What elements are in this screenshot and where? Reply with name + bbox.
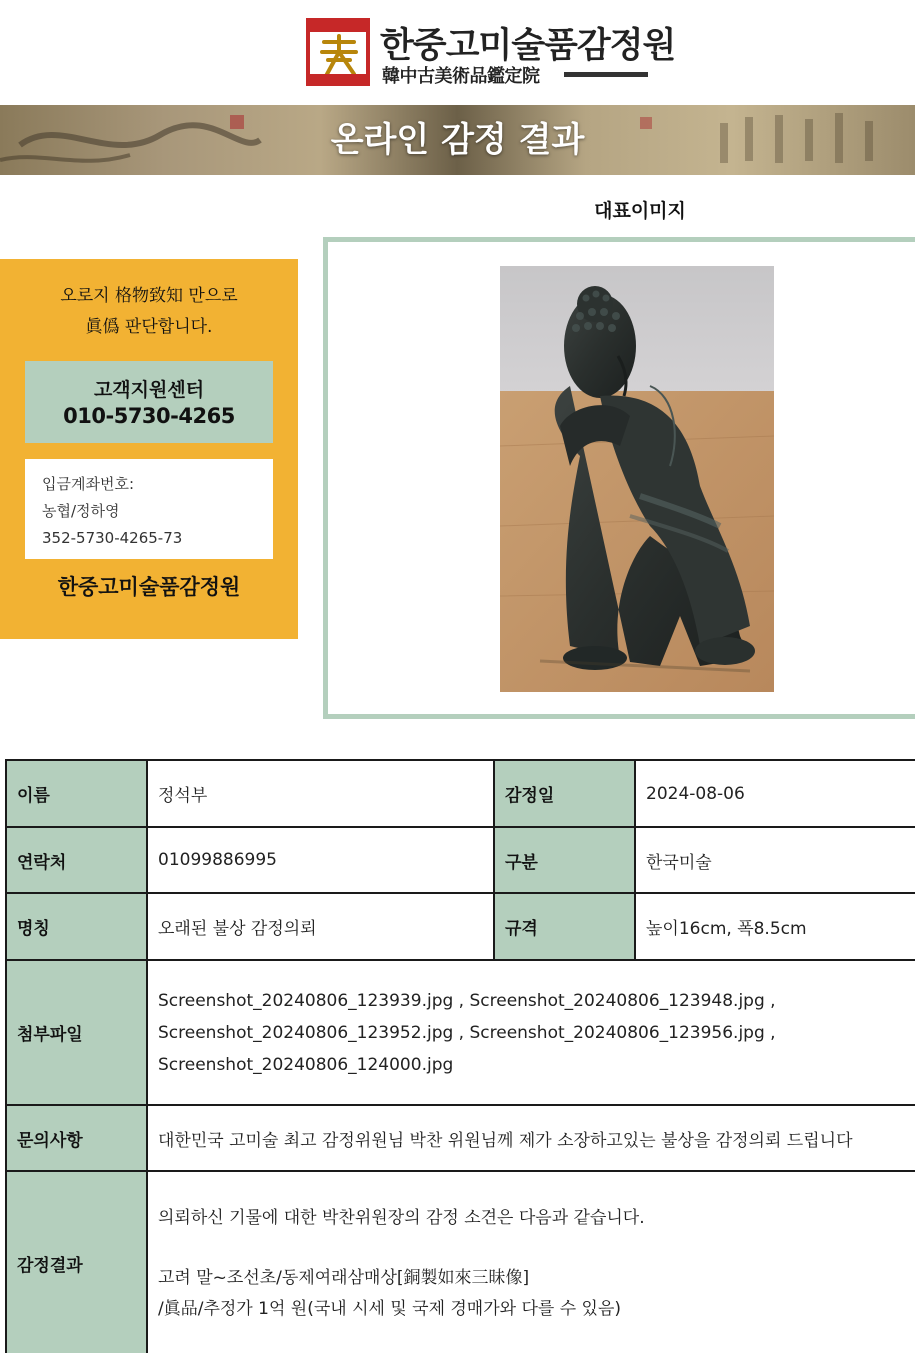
logo-subtitle: 韓中古美術品鑑定院 [382, 66, 540, 87]
customer-support-label: 고객지원센터 [93, 379, 205, 401]
account-number: 352-5730-4265-73 [42, 529, 183, 547]
sidebar-org-name: 한중고미술품감정원 [57, 575, 241, 599]
result-line-2: 고려 말~조선초/동제여래삼매상[銅製如來三昧像] [158, 1267, 530, 1288]
category-label: 구분 [494, 827, 635, 893]
contact-label: 연락처 [6, 827, 147, 893]
item-title-value: 오래된 불상 감정의뢰 [147, 893, 494, 960]
name-label: 이름 [6, 760, 147, 827]
result-line-3: /眞品/추정가 1억 원(국내 시세 및 국제 경매가와 다를 수 있음) [158, 1298, 622, 1319]
account-bank: 농협/정하영 [42, 502, 120, 520]
account-label: 입금계좌번호: [42, 475, 134, 493]
representative-image-frame [323, 237, 915, 719]
appraisal-table [5, 759, 915, 1353]
buddha-statue-photo[interactable] [500, 266, 774, 692]
category-value: 한국미술 [635, 827, 915, 893]
inquiry-label: 문의사항 [6, 1105, 147, 1171]
date-value: 2024-08-06 [635, 760, 915, 827]
result-line-1: 의뢰하신 기물에 대한 박찬위원장의 감정 소견은 다음과 같습니다. [158, 1207, 645, 1228]
contact-value: 01099886995 [147, 827, 494, 893]
banner [0, 105, 915, 175]
file-link-line-1[interactable]: Screenshot_20240806_123939.jpg , Screenshot_20240806_123948.jpg , [158, 990, 776, 1011]
file-link-line-2[interactable]: Screenshot_20240806_123952.jpg , Screenshot_20240806_123956.jpg , [158, 1022, 776, 1043]
table-row [6, 893, 915, 960]
account-box [25, 459, 273, 559]
sidebar-info [0, 259, 298, 639]
size-label: 규격 [494, 893, 635, 960]
customer-support-phone[interactable]: 010-5730-4265 [63, 404, 235, 428]
logo-seal-icon [306, 18, 370, 86]
item-title-label: 명칭 [6, 893, 147, 960]
table-row [6, 760, 915, 827]
table-row [6, 827, 915, 893]
table-row [6, 960, 915, 1105]
name-value: 정석부 [147, 760, 494, 827]
motto-line-2: 眞僞 판단합니다. [85, 317, 213, 337]
logo-bar [564, 72, 648, 77]
files-list [147, 960, 915, 1105]
date-label: 감정일 [494, 760, 635, 827]
files-label: 첨부파일 [6, 960, 147, 1105]
result-label: 감정결과 [6, 1171, 147, 1353]
banner-title: 온라인 감정 결과 [330, 120, 585, 160]
sidebar-motto [0, 281, 298, 343]
logo [306, 18, 676, 88]
customer-support-box [25, 361, 273, 443]
representative-image-title: 대표이미지 [594, 200, 686, 222]
table-row [6, 1105, 915, 1171]
result-value [147, 1171, 915, 1353]
motto-line-1: 오로지 格物致知 만으로 [60, 286, 238, 306]
file-link-line-3[interactable]: Screenshot_20240806_124000.jpg [158, 1054, 454, 1075]
inquiry-value: 대한민국 고미술 최고 감정위원님 박찬 위원님께 제가 소장하고있는 불상을 감정의뢰 드립니다 [147, 1105, 915, 1171]
size-value: 높이16cm, 폭8.5cm [635, 893, 915, 960]
logo-title: 한중고미술품감정원 [380, 26, 676, 66]
table-row [6, 1171, 915, 1353]
